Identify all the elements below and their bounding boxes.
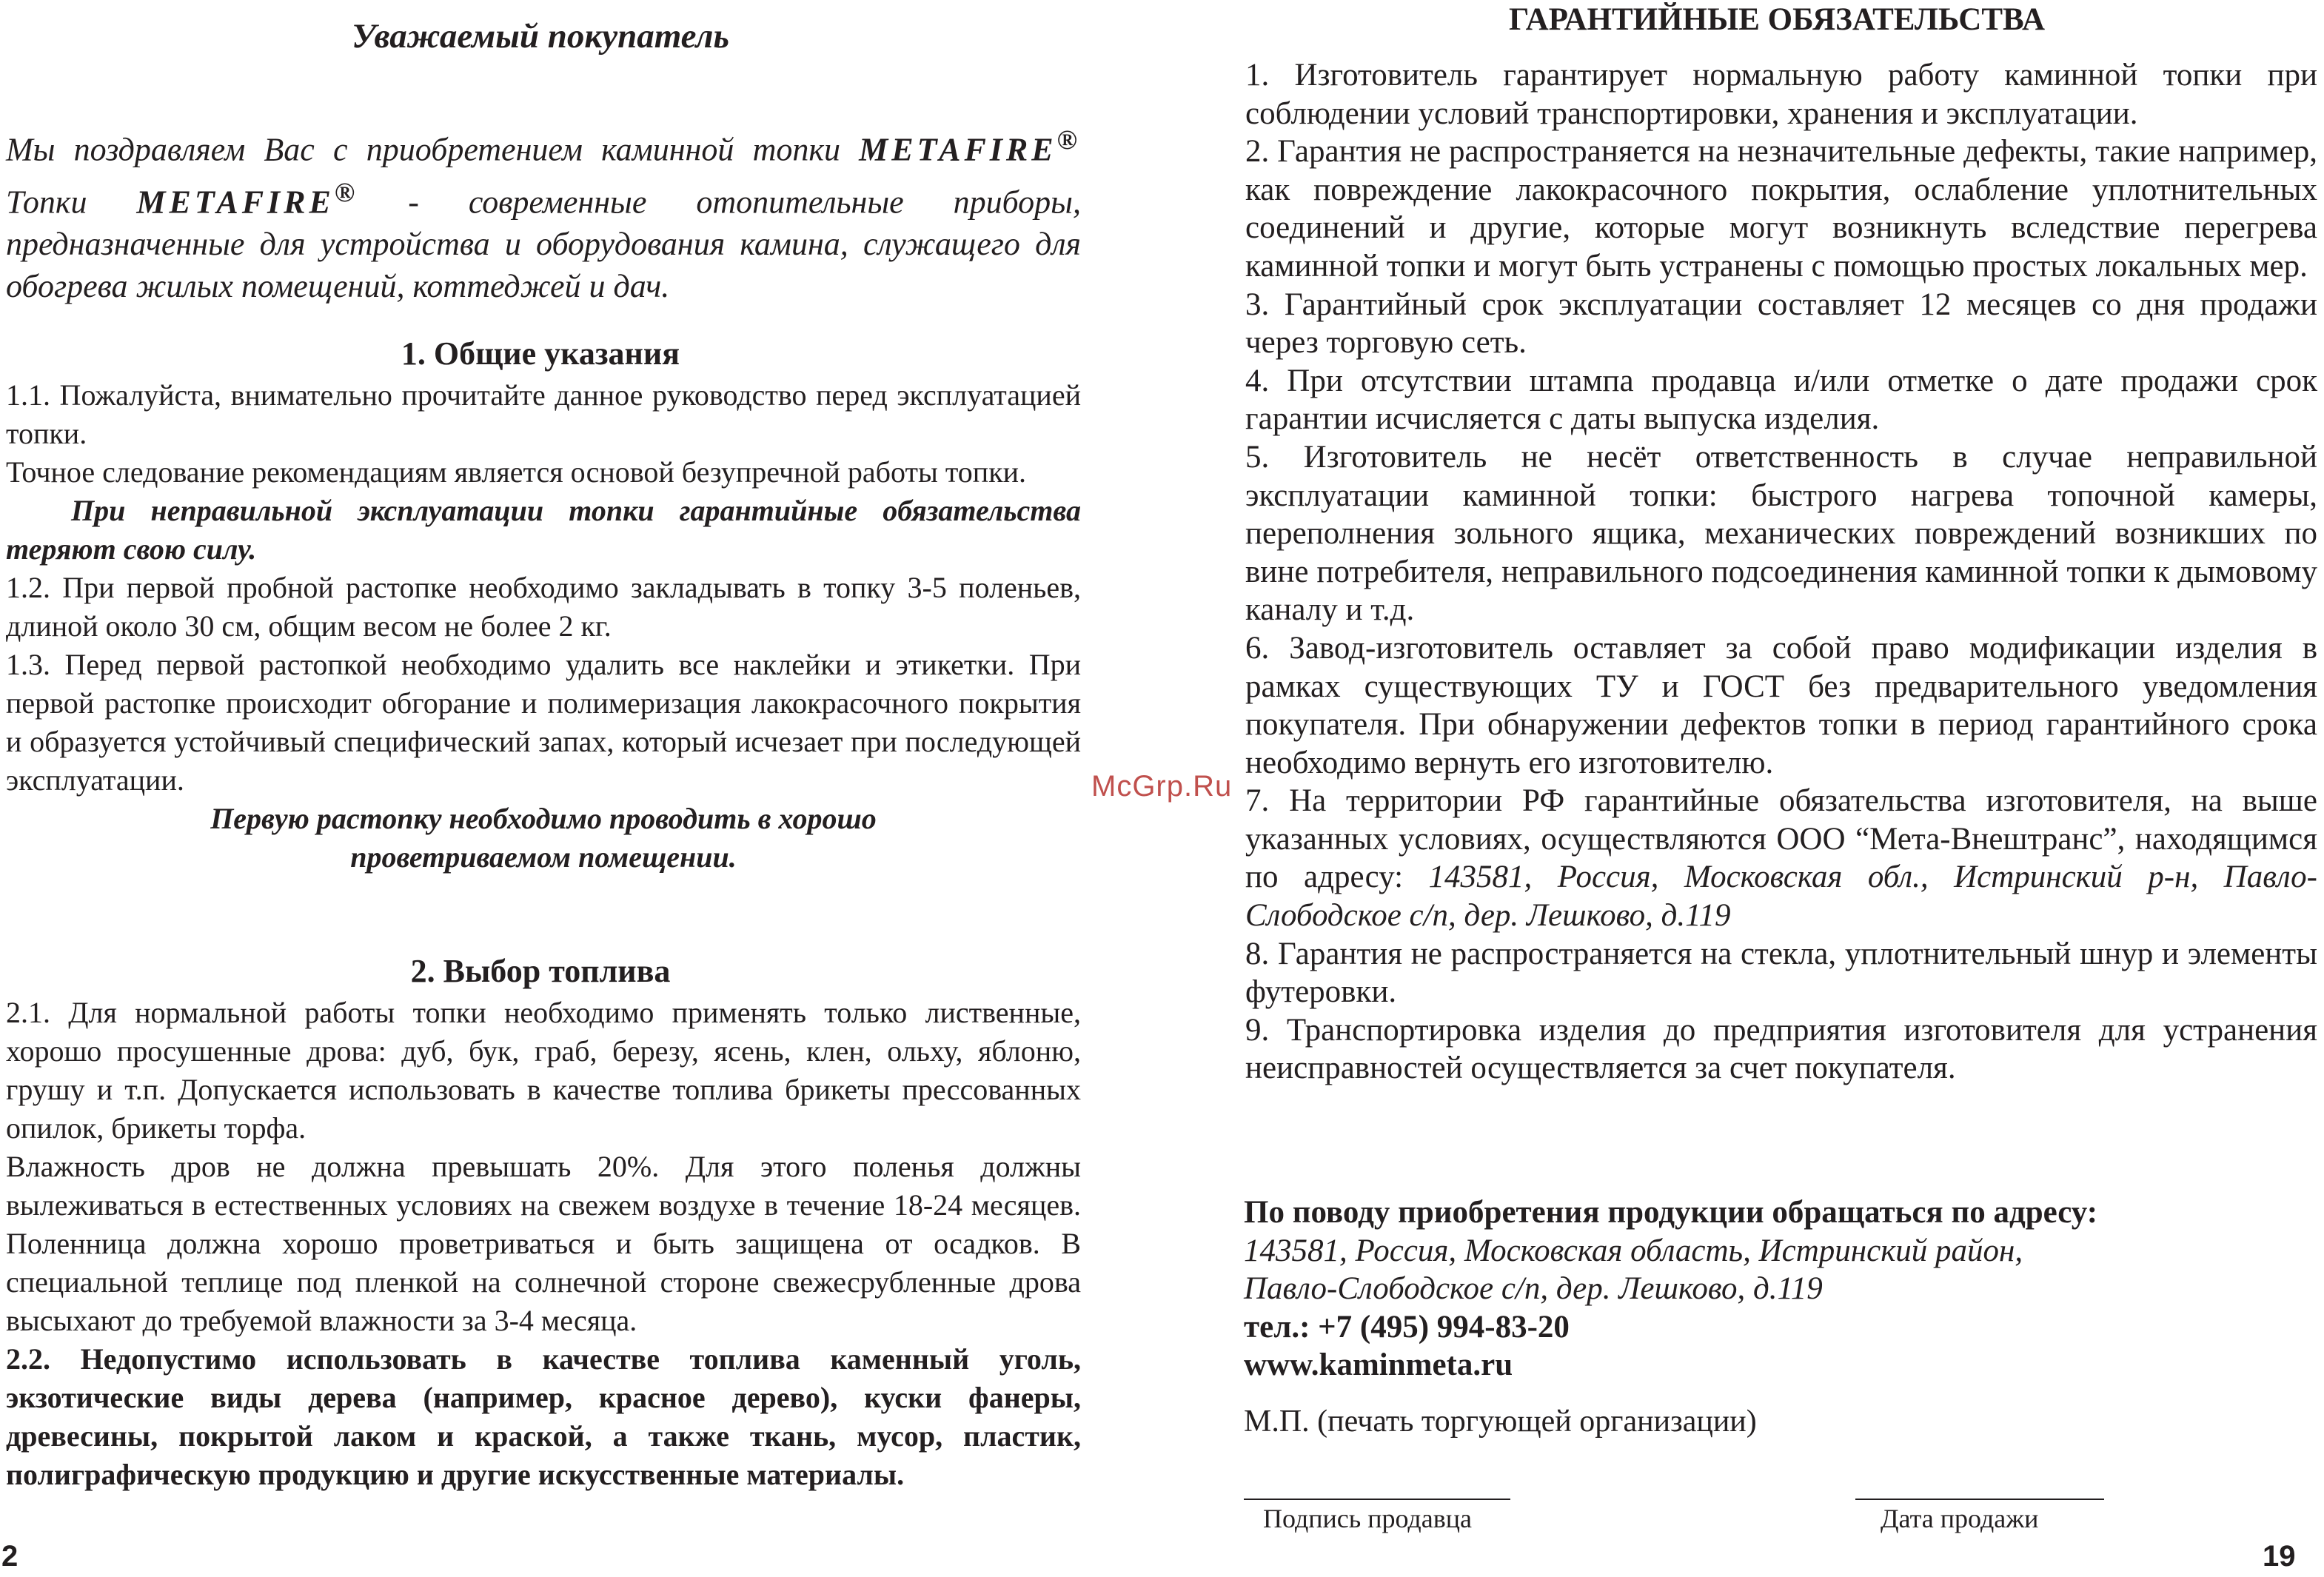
warranty-item-8: 8. Гарантия не распространяется на стекла, уплотнительный шнур и элементы футеровки.	[1245, 936, 2317, 1010]
warranty-item-7	[1245, 782, 2317, 934]
section1-p1: 1.1. Пожалуйста, внимательно прочитайте данное руководство перед эксплуатацией топки.	[6, 378, 1081, 450]
contacts-phone: тел.: +7 (495) 994-83-20	[1244, 1309, 1570, 1345]
first-fire-note-1: Первую растопку необходимо проводить в хорошо	[210, 802, 877, 835]
section1-p4: 1.3. Перед первой растопкой необходимо удалить все наклейки и этикетки. При первой растопке происходит обгорание и полимеризация лакокрасочного покрытия и образуется устойчивый специфический запах, который исчезает при последующей эксплуатации.	[6, 648, 1081, 797]
warranty-item-9: 9. Транспортировка изделия до предприятия изготовителя для устранения неисправностей осуществляется за счет покупателя.	[1245, 1012, 2317, 1086]
left-page	[0, 0, 1088, 1577]
contacts-website[interactable]: www.kaminmeta.ru	[1244, 1347, 1513, 1382]
intro-paragraph	[6, 118, 1081, 307]
contacts-heading: По поводу приобретения продукции обращаться по адресу:	[1244, 1195, 2098, 1230]
warranty-item-1: 1. Изготовитель гарантирует нормальную работу каминной топки при соблюдении условий транспортировки, хранения и эксплуатации.	[1245, 58, 2317, 131]
right-page	[1236, 0, 2317, 1577]
warranty-item-7-address: 143581, Россия, Московская обл., Истринский р-н, Павло-Слободское с/п, дер. Лешково, д.119	[1245, 860, 2317, 934]
watermark: McGrp.Ru	[1091, 770, 1233, 803]
section2-body	[6, 994, 1081, 1494]
contacts-address-2: Павло-Слободское с/п, дер. Лешково, д.119	[1244, 1271, 1823, 1306]
intro-text-2: Топки	[6, 184, 137, 221]
registered-mark-2: ®	[334, 176, 359, 207]
warranty-item-4: 4. При отсутствии штампа продавца и/или отметке о дате продажи срок гарантии исчисляется с даты выпуска изделия.	[1245, 363, 2317, 437]
section1-p2: Точное следование рекомендациям является основой безупречной работы топки.	[6, 455, 1027, 489]
page-number-left: 2	[1, 1540, 19, 1573]
section1-body	[6, 376, 1081, 877]
intro-text-3: - современные отопительные приборы, предназначенные для устройства и оборудования камина, служащего для обогрева жилых помещений, коттеджей и дач.	[6, 184, 1081, 305]
section2-p3	[6, 1340, 1081, 1494]
warranty-item-5: 5. Изготовитель не несёт ответственность в случае неправильной эксплуатации каминной топки: быстрого нагрева топочной камеры, переполнения зольного ящика, механических повреждений возникших по вине потребителя, неправильного подсоединения каминной топки к дымовому каналу и т.д.	[1245, 439, 2317, 628]
date-label: Дата продажи	[1881, 1504, 2039, 1533]
section2-heading: 2. Выбор топлива	[410, 953, 671, 989]
warranty-item-6: 6. Завод-изготовитель оставляет за собой право модификации изделия в рамках существующих ТУ и ГОСТ без предварительного уведомления покупателя. При обнаружении дефектов топки в период гарантийного срока необходимо вернуть его изготовителю.	[1245, 630, 2317, 780]
warranty-item-2: 2. Гарантия не распространяется на незначительные дефекты, такие например, как повреждение лакокрасочного покрытия, ослабление уплотнительных соединений и другие, которые могут возникнуть вследствие перегрева каминной топки и могут быть устранены с помощью простых локальных мер.	[1245, 134, 2317, 284]
section2-p2: Влажность дров не должна превышать 20%. Для этого поленья должны вылеживаться в естественных условиях на свежем воздухе в течение 18-24 месяцев. Поленница должна хорошо проветриваться и быть защищена от осадков. В специальной теплице под пленкой на солнечной стороне свежесрубленные дрова высыхают до требуемой влажности за 3-4 месяца.	[6, 1150, 1081, 1337]
warranty-warning: При неправильной эксплуатации топки гарантийные обязательства теряют свою силу.	[6, 494, 1081, 566]
contacts-block	[1244, 1193, 2317, 1385]
section2-p3-text: . Недопустимо использовать в качестве топлива каменный уголь, экзотические виды дерева (например, красное дерево), куски фанеры, древесины, покрытой лаком и краской, а также ткань, мусор, пластик, полиграфическую продукцию и другие искусственные материалы.	[6, 1342, 1081, 1491]
intro-text: Мы поздравляем Вас с приобретением каминной топки	[6, 131, 860, 168]
brand-name-2: METAFIRE	[136, 184, 335, 221]
greeting-title: Уважаемый покупатель	[352, 17, 729, 56]
page-number-right: 19	[2263, 1540, 2296, 1573]
section2-p1: 2.1. Для нормальной работы топки необходимо применять только лиственные, хорошо просушенные дрова: дуб, бук, граб, березу, ясень, клен, ольху, яблоню, грушу и т.п. Допускается использовать в качестве топлива брикеты прессованных опилок, брикеты торфа.	[6, 996, 1081, 1145]
warranty-item-3: 3. Гарантийный срок эксплуатации составляет 12 месяцев со дня продажи через торговую сеть.	[1245, 287, 2317, 361]
registered-mark: ®	[1056, 124, 1081, 155]
warranty-list	[1245, 56, 2317, 1088]
warranty-item-7-text: 7. На территории РФ гарантийные обязательства изготовителя, на выше указанных условиях, осуществляются ООО “Мета-Внештранс”, находящимся по адресу:	[1245, 783, 2317, 895]
section1-heading: 1. Общие указания	[401, 335, 680, 372]
contacts-address-1: 143581, Россия, Московская область, Истринский район,	[1244, 1233, 2023, 1268]
signature-line	[1244, 1499, 1510, 1500]
stamp-label: М.П. (печать торгующей организации)	[1244, 1404, 1757, 1439]
signature-label: Подпись продавца	[1263, 1504, 1472, 1533]
date-line	[1855, 1499, 2104, 1500]
warranty-title: ГАРАНТИЙНЫЕ ОБЯЗАТЕЛЬСТВА	[1508, 2, 2046, 37]
section2-p3-number: 2.2	[6, 1342, 43, 1376]
brand-name: METAFIRE	[859, 131, 1057, 168]
section1-p3: 1.2. При первой пробной растопке необходимо закладывать в топку 3-5 поленьев, длиной около 30 см, общим весом не более 2 кг.	[6, 571, 1081, 643]
first-fire-note-2: проветриваемом помещении.	[350, 840, 737, 874]
